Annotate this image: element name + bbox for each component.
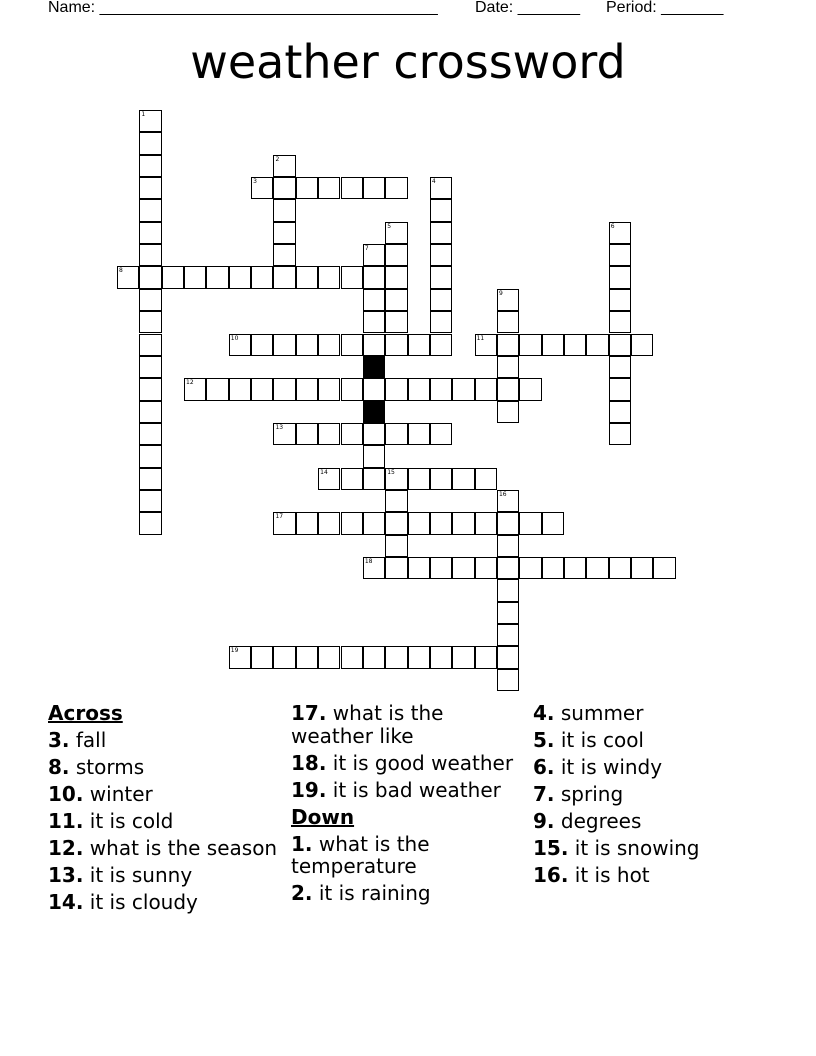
grid-cell[interactable] [586,557,608,579]
grid-cell[interactable] [631,334,653,356]
date-field[interactable]: Date: _______ [475,0,580,16]
grid-cell[interactable] [385,222,407,244]
grid-cell[interactable] [385,266,407,288]
clue-down-6: 6. it is windy [533,755,663,779]
grid-cell[interactable] [296,423,318,445]
clue-number: 5 [387,222,392,230]
grid-cell[interactable] [273,155,295,177]
grid-cell[interactable] [206,378,228,400]
grid-cell[interactable] [497,602,519,624]
clue-down-7: 7. spring [533,782,624,806]
grid-cell[interactable] [586,334,608,356]
grid-cell[interactable] [229,334,251,356]
grid-cell[interactable] [363,468,385,490]
grid-cell[interactable] [318,334,340,356]
grid-cell[interactable] [497,669,519,691]
clue-across-3: 3. fall [48,728,107,752]
grid-cell[interactable] [273,244,295,266]
clue-across-8: 8. storms [48,755,145,779]
grid-cell[interactable] [430,468,452,490]
grid-cell[interactable] [497,557,519,579]
grid-cell[interactable] [251,646,273,668]
grid-cell[interactable] [139,155,161,177]
grid-cell[interactable] [296,646,318,668]
clue-number: 1 [141,111,146,118]
grid-cell[interactable] [385,468,407,490]
grid-cell[interactable] [139,132,161,154]
grid-cell[interactable] [497,356,519,378]
grid-cell[interactable] [475,468,497,490]
grid-cell[interactable] [273,512,295,534]
grid-cell[interactable] [139,177,161,199]
grid-cell[interactable] [206,266,228,288]
grid-cell[interactable] [385,535,407,557]
clue-across-14: 14. it is cloudy [48,890,198,914]
clue-across-12: 12. what is the season [48,836,278,860]
grid-cell[interactable] [273,423,295,445]
grid-cell[interactable] [139,356,161,378]
grid-cell[interactable] [296,177,318,199]
grid-cell[interactable] [318,512,340,534]
grid-cell[interactable] [519,512,541,534]
grid-cell[interactable] [363,244,385,266]
grid-cell[interactable] [385,423,407,445]
grid-cell[interactable] [408,646,430,668]
clue-number: 16 [498,490,507,498]
grid-cell[interactable] [273,266,295,288]
grid-cell[interactable] [609,222,631,244]
puzzle-title: weather crossword [190,35,626,89]
grid-cell[interactable] [408,512,430,534]
grid-cell[interactable] [363,289,385,311]
grid-cell[interactable] [184,266,206,288]
grid-cell[interactable] [452,468,474,490]
grid-cell[interactable] [609,423,631,445]
grid-cell[interactable] [318,266,340,288]
grid-cell[interactable] [452,646,474,668]
grid-cell[interactable] [139,468,161,490]
grid-cell[interactable] [139,401,161,423]
grid-cell[interactable] [542,334,564,356]
grid-cell[interactable] [452,557,474,579]
clue-number: 6 [610,222,615,230]
grid-cell[interactable] [139,423,161,445]
grid-cell[interactable] [341,423,363,445]
grid-cell[interactable] [385,311,407,333]
period-field[interactable]: Period: _______ [606,0,724,16]
grid-cell[interactable] [430,646,452,668]
grid-cell[interactable] [430,512,452,534]
grid-cell[interactable] [497,311,519,333]
grid-cell[interactable] [653,557,675,579]
grid-cell[interactable] [363,378,385,400]
grid-cell[interactable] [564,334,586,356]
grid-cell[interactable] [497,401,519,423]
clue-number: 12 [186,379,194,387]
grid-cell[interactable] [139,289,161,311]
grid-cell[interactable] [519,557,541,579]
clue-down-5: 5. it is cool [533,728,644,752]
grid-cell[interactable] [385,177,407,199]
clue-down-4: 4. summer [533,701,644,725]
grid-cell[interactable] [542,512,564,534]
clue-number: 15 [387,468,395,476]
grid-cell[interactable] [139,266,161,288]
grid-cell[interactable] [497,490,519,512]
grid-cell[interactable] [363,512,385,534]
grid-cell[interactable] [609,557,631,579]
grid-cell[interactable] [139,110,161,132]
grid-cell[interactable] [139,222,161,244]
grid-cell[interactable] [609,356,631,378]
clue-number: 19 [230,647,239,655]
clue-across-18: 18. it is good weather [291,750,514,775]
clue-number: 10 [230,334,239,342]
clue-across-19: 19. it is bad weather [291,777,501,802]
grid-cell[interactable] [273,334,295,356]
grid-cell[interactable] [385,557,407,579]
grid-cell[interactable] [430,244,452,266]
clues-column-3 [533,702,773,891]
clue-number: 2 [275,155,280,163]
grid-cell[interactable] [385,334,407,356]
grid-cell[interactable] [497,624,519,646]
grid-cell[interactable] [139,244,161,266]
grid-cell[interactable] [363,445,385,467]
grid-cell[interactable] [318,423,340,445]
grid-cell[interactable] [430,311,452,333]
grid-cell[interactable] [385,378,407,400]
grid-cell[interactable] [385,244,407,266]
grid-cell[interactable] [430,177,452,199]
grid-cell[interactable] [363,334,385,356]
grid-cell[interactable] [497,579,519,601]
grid-cell[interactable] [430,378,452,400]
clue-down-9: 9. degrees [533,809,642,833]
grid-cell[interactable] [497,512,519,534]
grid-cell[interactable] [273,199,295,221]
grid-cell[interactable] [139,334,161,356]
grid-cell[interactable] [363,266,385,288]
grid-cell[interactable] [341,646,363,668]
grid-cell[interactable] [609,311,631,333]
clue-across-11: 11. it is cold [48,809,174,833]
grid-cell[interactable] [318,468,340,490]
grid-cell[interactable] [273,646,295,668]
grid-cell[interactable] [363,177,385,199]
grid-cell[interactable] [408,557,430,579]
clue-number: 11 [476,334,485,342]
grid-cell[interactable] [273,378,295,400]
grid-cell[interactable] [497,535,519,557]
grid-cell[interactable] [609,334,631,356]
grid-cell[interactable] [430,289,452,311]
grid-cell[interactable] [475,378,497,400]
grid-cell[interactable] [363,423,385,445]
grid-cell[interactable] [609,244,631,266]
grid-cell[interactable] [139,490,161,512]
grid-cell[interactable] [519,334,541,356]
grid-cell[interactable] [273,222,295,244]
clues-column-2 [291,702,526,909]
grid-cell[interactable] [430,423,452,445]
grid-cell[interactable] [318,378,340,400]
grid-cell[interactable] [363,311,385,333]
grid-cell[interactable] [452,512,474,534]
grid-cell[interactable] [430,199,452,221]
down-heading: Down [291,804,355,829]
grid-cell[interactable] [363,646,385,668]
grid-cell[interactable] [363,557,385,579]
clue-number: 13 [275,423,284,431]
grid-cell[interactable] [542,557,564,579]
grid-cell[interactable] [184,378,206,400]
grid-cell[interactable] [609,289,631,311]
clue-number: 18 [364,558,373,565]
grid-cell[interactable] [139,311,161,333]
name-field[interactable]: Name: ______________________________________ [48,0,438,16]
grid-cell[interactable] [251,378,273,400]
grid-cell[interactable] [475,334,497,356]
grid-cell[interactable] [475,557,497,579]
grid-cell[interactable] [251,177,273,199]
clue-number: 17 [275,513,284,521]
grid-cell[interactable] [609,401,631,423]
grid-cell[interactable] [609,378,631,400]
grid-cell[interactable] [408,423,430,445]
grid-cell[interactable] [341,512,363,534]
clues-column-1 [48,702,278,918]
grid-cell[interactable] [408,334,430,356]
grid-cell[interactable] [385,512,407,534]
grid-cell[interactable] [475,512,497,534]
grid-cell[interactable] [408,468,430,490]
grid-cell[interactable] [318,646,340,668]
grid-cell[interactable] [408,378,430,400]
grid-cell[interactable] [564,557,586,579]
grid-cell[interactable] [609,266,631,288]
grid-cell[interactable] [139,445,161,467]
clue-down-2: 2. it is raining [291,881,431,905]
grid-cell[interactable] [251,266,273,288]
clue-across-13: 13. it is sunny [48,863,193,887]
grid-cell[interactable] [139,199,161,221]
grid-cell[interactable] [385,490,407,512]
grid-cell[interactable] [430,266,452,288]
grid-cell[interactable] [497,289,519,311]
clue-number: 4 [431,178,436,186]
clue-number: 14 [320,468,328,476]
clue-down-15: 15. it is snowing [533,836,700,860]
grid-cell[interactable] [296,266,318,288]
grid-cell[interactable] [251,334,273,356]
grid-cell[interactable] [296,378,318,400]
grid-cell[interactable] [341,334,363,356]
grid-cell[interactable] [273,177,295,199]
grid-cell[interactable] [139,512,161,534]
grid-cell[interactable] [475,646,497,668]
clue-number: 3 [253,178,257,186]
clue-down-1: 1. what is the temperature [291,831,430,878]
clue-across-17: 17. what is the weather like [291,701,444,748]
clue-number: 8 [119,267,123,275]
grid-cell[interactable] [117,266,139,288]
grid-cell[interactable] [139,378,161,400]
grid-cell[interactable] [341,266,363,288]
grid-cell[interactable] [341,468,363,490]
grid-cell[interactable] [631,557,653,579]
clue-across-10: 10. winter [48,782,153,806]
grid-cell[interactable] [296,334,318,356]
grid-cell[interactable] [430,222,452,244]
grid-cell[interactable] [385,646,407,668]
clue-number: 9 [498,289,503,297]
grid-cell[interactable] [162,266,184,288]
grid-cell[interactable] [296,512,318,534]
grid-cell[interactable] [341,378,363,400]
clue-down-16: 16. it is hot [533,863,650,887]
grid-cell[interactable] [497,334,519,356]
grid-cell[interactable] [385,289,407,311]
grid-cell[interactable] [318,177,340,199]
across-heading: Across [48,701,123,725]
grid-cell[interactable] [452,378,474,400]
grid-cell[interactable] [430,557,452,579]
block-cell [363,401,385,423]
grid-cell[interactable] [229,266,251,288]
grid-cell[interactable] [519,378,541,400]
block-cell [363,356,385,378]
grid-cell[interactable] [497,646,519,668]
grid-cell[interactable] [229,646,251,668]
grid-cell[interactable] [229,378,251,400]
grid-cell[interactable] [497,378,519,400]
clue-number: 7 [364,245,369,253]
grid-cell[interactable] [341,177,363,199]
grid-cell[interactable] [430,334,452,356]
